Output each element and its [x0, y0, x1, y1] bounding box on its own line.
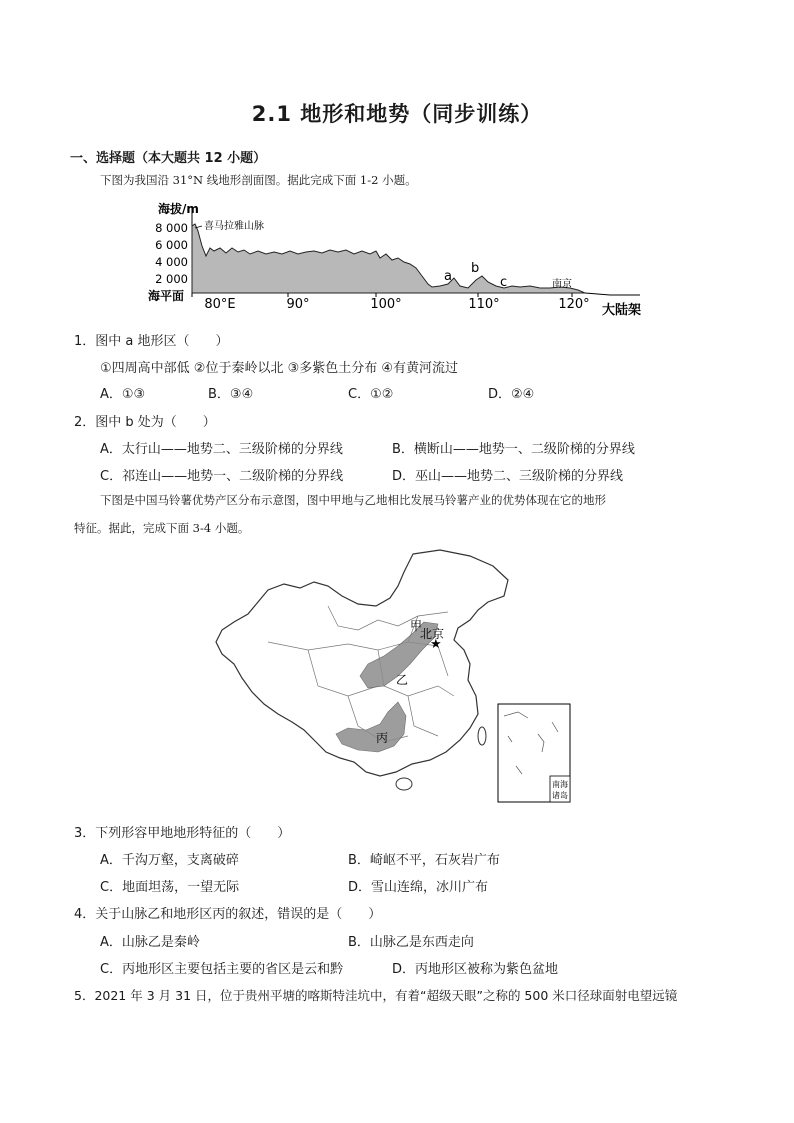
label-c: c	[500, 275, 508, 290]
q4-option-a[interactable]: A．山脉乙是秦岭	[100, 935, 200, 950]
label-b: b	[471, 261, 480, 276]
q1-option-c[interactable]: C．①②	[348, 387, 394, 402]
inset-label-line-1: 南海	[552, 780, 568, 789]
x-tick: 90°	[286, 297, 310, 312]
q2-option-b[interactable]: B．横断山——地势一、二级阶梯的分界线	[392, 442, 635, 457]
label-a: a	[444, 269, 452, 284]
q2-stem: 2．图中 b 处为（ ）	[74, 415, 216, 430]
y-axis-label: 海拔/m	[158, 202, 199, 216]
q4-option-c[interactable]: C．丙地形区主要包括主要的省区是云和黔	[100, 962, 344, 977]
q3-stem: 3．下列形容甲地地形特征的（ ）	[74, 826, 291, 841]
nanjing-label: 南京	[552, 279, 572, 290]
q1-stem: 1．图中 a 地形区（ ）	[74, 334, 229, 349]
china-potato-map	[208, 546, 588, 808]
q1-option-b[interactable]: B．③④	[208, 387, 254, 402]
q1-option-a[interactable]: A．①③	[100, 387, 146, 402]
x-tick: 100°	[370, 297, 402, 312]
q4-option-b[interactable]: B．山脉乙是东西走向	[348, 935, 474, 950]
inset-label-line-2: 诸岛	[552, 791, 568, 800]
q3-option-a[interactable]: A．千沟万壑，支离破碎	[100, 853, 239, 868]
page-title: 2.1 地形和地势（同步训练）	[251, 102, 543, 126]
y-tick: 6 000	[155, 238, 188, 252]
terrain-profile-chart	[140, 196, 660, 321]
label-jia: 甲	[410, 619, 423, 633]
intro-2-line-1: 下图是中国马铃薯优势产区分布示意图，图中甲地与乙地相比发展马铃薯产业的优势体现在它的地形	[100, 493, 606, 507]
label-beijing: 北京	[420, 627, 445, 641]
x-tick: 120°	[558, 297, 590, 312]
intro-1: 下图为我国沿 31°N 线地形剖面图。据此完成下面 1-2 小题。	[100, 173, 417, 187]
section-heading: 一、选择题（本大题共 12 小题）	[70, 151, 267, 166]
q2-option-d[interactable]: D．巫山——地势二、三级阶梯的分界线	[392, 469, 624, 484]
q2-option-a[interactable]: A．太行山——地势二、三级阶梯的分界线	[100, 442, 343, 457]
q5-stem: 5．2021 年 3 月 31 日，位于贵州平塘的喀斯特洼坑中，有着“超级天眼”之称的 500 米口径球面射电望远镜	[74, 988, 678, 1003]
q3-option-d[interactable]: D．雪山连绵，冰川广布	[348, 880, 489, 895]
beijing-star-icon: ★	[430, 637, 442, 652]
q4-option-d[interactable]: D．丙地形区被称为紫色盆地	[392, 962, 559, 977]
y-tick: 2 000	[155, 272, 188, 286]
y-tick: 4 000	[155, 255, 188, 269]
shelf-line	[585, 293, 640, 295]
shelf-label: 大陆架	[602, 303, 642, 318]
q1-statements: ①四周高中部低 ②位于秦岭以北 ③多紫色土分布 ④有黄河流过	[100, 361, 459, 376]
x-tick: 80°E	[204, 297, 236, 312]
q1-option-d[interactable]: D．②④	[488, 387, 535, 402]
label-yi: 乙	[396, 673, 409, 687]
q2-option-c[interactable]: C．祁连山——地势一、二级阶梯的分界线	[100, 469, 344, 484]
hainan-island	[396, 778, 412, 790]
q4-stem: 4．关于山脉乙和地形区丙的叙述，错误的是（ ）	[74, 907, 382, 922]
label-bing: 丙	[376, 731, 389, 745]
himalaya-label: 喜马拉雅山脉	[204, 221, 264, 232]
q3-option-c[interactable]: C．地面坦荡，一望无际	[100, 880, 240, 895]
sea-level-label: 海平面	[148, 289, 185, 303]
intro-2-line-2: 特征。据此，完成下面 3-4 小题。	[74, 521, 250, 535]
terrain-area	[192, 224, 585, 293]
taiwan-island	[478, 727, 486, 745]
q3-option-b[interactable]: B．崎岖不平，石灰岩广布	[348, 853, 500, 868]
y-tick: 8 000	[155, 221, 188, 235]
x-tick: 110°	[468, 297, 500, 312]
